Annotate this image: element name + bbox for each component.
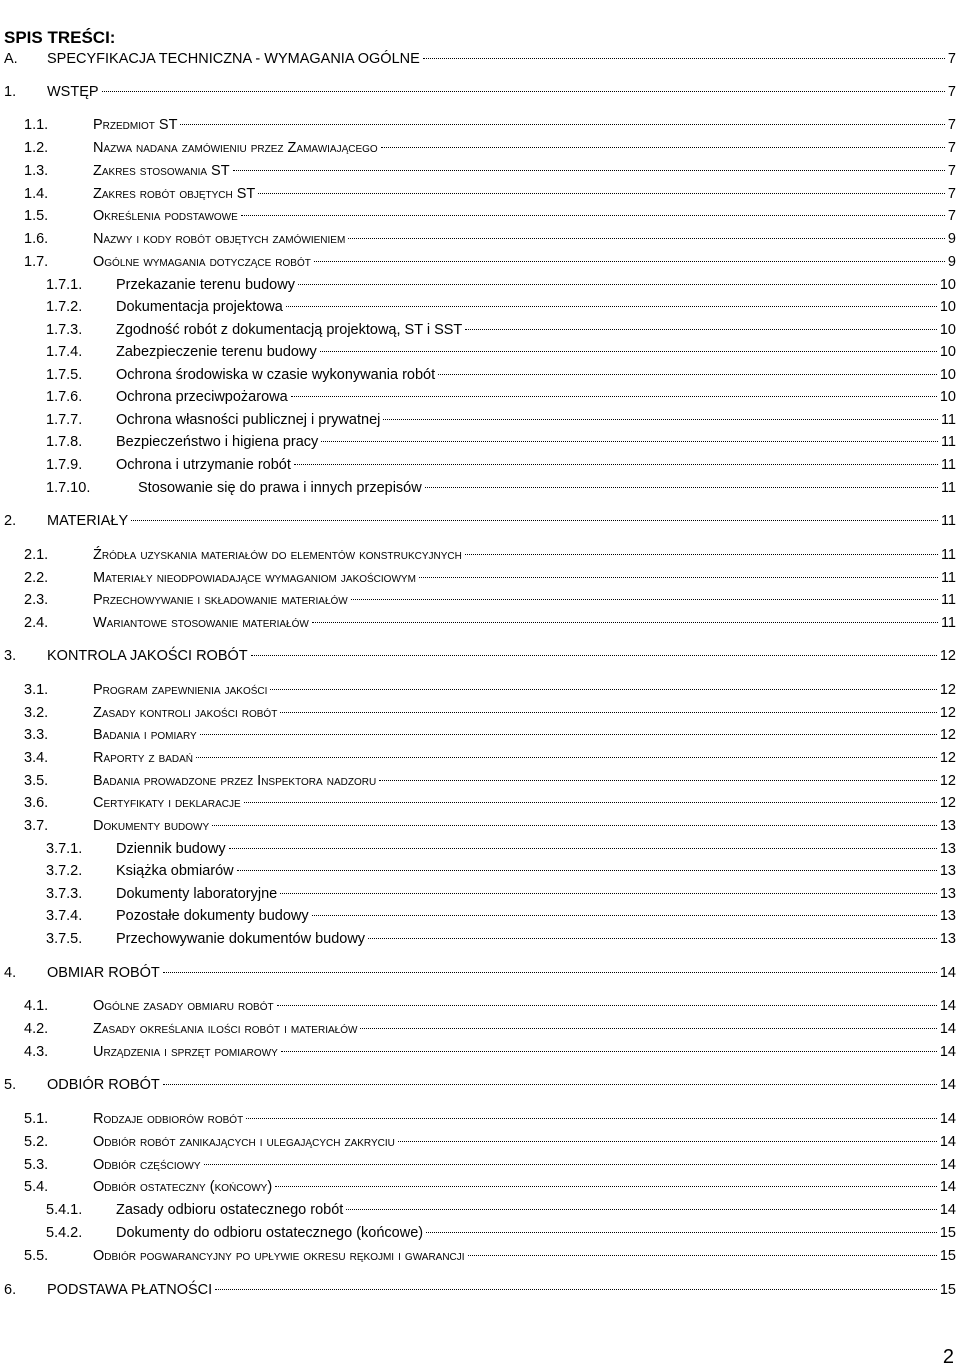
dot-leader	[215, 1289, 937, 1290]
toc-entry-title: Stosowanie się do prawa i innych przepisów	[138, 480, 422, 496]
toc-entry-title: Przedmiot ST	[93, 117, 178, 133]
toc-entry-number: 3.6.	[24, 795, 49, 811]
toc-entry-title: Rodzaje odbiorów robót	[93, 1111, 244, 1127]
toc-entry-page: 12	[939, 750, 956, 766]
toc-entry[interactable]	[0, 455, 960, 475]
toc-entry-page: 11	[940, 480, 956, 496]
toc-entry-page: 7	[947, 51, 956, 67]
dot-leader	[277, 1005, 937, 1006]
dot-leader	[419, 577, 938, 578]
dot-leader	[321, 441, 938, 442]
toc-entry[interactable]	[0, 884, 960, 904]
dot-leader	[438, 374, 937, 375]
toc-entry-title: Nazwa nadana zamówieniu przez Zamawiającego	[93, 140, 378, 156]
toc-entry-number: 1.7.9.	[46, 457, 83, 473]
dot-leader	[270, 689, 936, 690]
toc-entry-title: Przekazanie terenu budowy	[116, 277, 295, 293]
dot-leader	[251, 655, 937, 656]
toc-entry-title: Program zapewnienia jakości	[93, 682, 268, 698]
toc-entry-title: Zasady kontroli jakości robót	[93, 705, 278, 721]
toc-entry[interactable]	[0, 748, 960, 768]
toc-entry-page: 14	[939, 1077, 956, 1093]
toc-entry-page: 14	[939, 1134, 956, 1150]
toc-entry-title: Przechowywanie dokumentów budowy	[116, 931, 366, 947]
toc-entry-number: 1.3.	[24, 163, 49, 179]
toc-entry-page: 7	[947, 208, 956, 224]
toc-entry-title: Badania prowadzone przez Inspektora nadzoru	[93, 773, 377, 789]
toc-entry-page: 14	[939, 1111, 956, 1127]
toc-entry[interactable]	[0, 365, 960, 385]
toc-entry-number: 3.7.3.	[46, 886, 83, 902]
toc-entry-page: 14	[939, 1202, 956, 1218]
toc-entry-page: 14	[939, 998, 956, 1014]
toc-entry-number: 1.7.6.	[46, 389, 83, 405]
dot-leader	[312, 915, 937, 916]
toc-entry-page: 7	[947, 117, 956, 133]
toc-entry-page: 14	[939, 1179, 956, 1195]
toc-entry-number: 4.	[4, 965, 17, 981]
toc-entry-number: 4.1.	[24, 998, 49, 1014]
toc-entry-title: Zasady określania ilości robót i materiałów	[93, 1021, 358, 1037]
toc-entry-page: 13	[939, 841, 956, 857]
toc-entry-title: Zabezpieczenie terenu budowy	[116, 344, 317, 360]
toc-entry-number: 1.4.	[24, 186, 49, 202]
toc-entry-number: 5.4.1.	[46, 1202, 83, 1218]
toc-entry-number: 5.4.	[24, 1179, 49, 1195]
toc-entry[interactable]	[0, 206, 960, 226]
dot-leader	[291, 396, 937, 397]
toc-entry-page: 11	[940, 513, 956, 529]
toc-entry-page: 11	[940, 457, 956, 473]
toc-entry-page: 12	[939, 682, 956, 698]
toc-entry-page: 14	[939, 965, 956, 981]
toc-entry-page: 14	[939, 1157, 956, 1173]
toc-entry-number: 1.7.3.	[46, 322, 83, 338]
toc-entry[interactable]	[0, 725, 960, 745]
toc-entry-title: Dokumenty laboratoryjne	[116, 886, 278, 902]
dot-leader	[258, 193, 945, 194]
toc-entry[interactable]	[0, 680, 960, 700]
toc-entry-page: 10	[939, 389, 956, 405]
dot-leader	[398, 1141, 937, 1142]
toc-entry-page: 14	[939, 1044, 956, 1060]
toc-entry-page: 12	[939, 705, 956, 721]
toc-entry-title: Odbiór robót zanikających i ulegających zakryciu	[93, 1134, 395, 1150]
dot-leader	[275, 1186, 937, 1187]
page-number: 2	[942, 1346, 954, 1368]
dot-leader	[346, 1209, 937, 1210]
dot-leader	[163, 972, 937, 973]
toc-entry-number: 5.4.2.	[46, 1225, 83, 1241]
toc-entry-number: 5.1.	[24, 1111, 49, 1127]
toc-entry[interactable]	[0, 1075, 960, 1095]
dot-leader	[312, 622, 938, 623]
dot-leader	[200, 734, 937, 735]
toc-entry-page: 15	[939, 1248, 956, 1264]
toc-entry-number: 1.7.2.	[46, 299, 83, 315]
toc-entry-page: 12	[939, 773, 956, 789]
toc-entry-number: 3.2.	[24, 705, 49, 721]
toc-entry-page: 7	[947, 163, 956, 179]
toc-entry[interactable]	[0, 861, 960, 881]
toc-entry-page: 11	[940, 570, 956, 586]
toc-entry[interactable]	[0, 297, 960, 317]
toc-entry-page: 10	[939, 367, 956, 383]
toc-entry-title: Urządzenia i sprzęt pomiarowy	[93, 1044, 278, 1060]
toc-entry-page: 11	[940, 592, 956, 608]
toc-entry-page: 12	[939, 727, 956, 743]
toc-entry-number: 1.7.5.	[46, 367, 83, 383]
toc-entry[interactable]	[0, 432, 960, 452]
toc-entry[interactable]	[0, 138, 960, 158]
toc-entry-number: 2.4.	[24, 615, 49, 631]
dot-leader	[351, 599, 938, 600]
toc-entry-number: 3.7.4.	[46, 908, 83, 924]
dot-leader	[468, 1255, 937, 1256]
toc-entry-page: 13	[939, 863, 956, 879]
toc-entry-number: 3.4.	[24, 750, 49, 766]
dot-leader	[237, 870, 937, 871]
toc-entry-title: Ochrona przeciwpożarowa	[116, 389, 288, 405]
toc-entry-title: ODBIÓR ROBÓT	[47, 1077, 160, 1093]
dot-leader	[465, 554, 938, 555]
toc-entry[interactable]	[0, 906, 960, 926]
toc-entry-page: 15	[939, 1225, 956, 1241]
dot-leader	[383, 419, 938, 420]
toc-entry-page: 9	[947, 254, 956, 270]
dot-leader	[281, 1051, 937, 1052]
toc-entry[interactable]	[0, 703, 960, 723]
toc-entry-title: MATERIAŁY	[47, 513, 129, 529]
toc-entry-number: 3.3.	[24, 727, 49, 743]
toc-entry-title: Ogólne wymagania dotyczące robót	[93, 254, 311, 270]
toc-entry[interactable]	[0, 1177, 960, 1197]
toc-entry[interactable]	[0, 184, 960, 204]
toc-entry[interactable]	[0, 342, 960, 362]
dot-leader	[298, 284, 937, 285]
dot-leader	[246, 1118, 937, 1119]
toc-entry-page: 10	[939, 277, 956, 293]
toc-entry[interactable]	[0, 511, 960, 531]
toc-entry-number: 4.3.	[24, 1044, 49, 1060]
toc-entry[interactable]	[0, 1109, 960, 1129]
dot-leader	[233, 170, 945, 171]
toc-entry-page: 12	[939, 795, 956, 811]
toc-entry-page: 13	[939, 818, 956, 834]
toc-entry-title: Odbiór częściowy	[93, 1157, 201, 1173]
toc-entry-page: 10	[939, 344, 956, 360]
toc-entry-title: Zakres robót objętych ST	[93, 186, 256, 202]
toc-entry-number: 5.2.	[24, 1134, 49, 1150]
dot-leader	[348, 238, 945, 239]
toc-entry-number: 2.2.	[24, 570, 49, 586]
toc-entry-page: 13	[939, 931, 956, 947]
toc-entry-number: 1.1.	[24, 117, 49, 133]
toc-entry[interactable]	[0, 646, 960, 666]
toc-entry-number: 1.5.	[24, 208, 49, 224]
dot-leader	[286, 306, 937, 307]
toc-entry-number: 3.7.5.	[46, 931, 83, 947]
toc-entry[interactable]	[0, 839, 960, 859]
toc-entry-title: Źródła uzyskania materiałów do elementów konstrukcyjnych	[93, 547, 462, 563]
toc-entry[interactable]	[0, 115, 960, 135]
dot-leader	[423, 58, 945, 59]
dot-leader	[244, 802, 937, 803]
toc-entry[interactable]	[0, 963, 960, 983]
dot-leader	[368, 938, 937, 939]
toc-entry-title: Bezpieczeństwo i higiena pracy	[116, 434, 319, 450]
dot-leader	[426, 1232, 937, 1233]
toc-entry-number: 1.7.10.	[46, 480, 91, 496]
toc-entry-title: PODSTAWA PŁATNOŚCI	[47, 1282, 213, 1298]
toc-entry[interactable]	[0, 229, 960, 249]
toc-entry-number: 1.7.	[24, 254, 49, 270]
toc-entry[interactable]	[0, 1280, 960, 1300]
toc-entry[interactable]	[0, 82, 960, 102]
toc-entry-title: Określenia podstawowe	[93, 208, 238, 224]
dot-leader	[465, 329, 937, 330]
toc-entry-title: Certyfikaty i deklaracje	[93, 795, 241, 811]
toc-entry[interactable]	[0, 1200, 960, 1220]
toc-entry[interactable]	[0, 1246, 960, 1266]
toc-entry[interactable]	[0, 1223, 960, 1243]
toc-entry-number: 2.	[4, 513, 17, 529]
toc-entry-number: 5.5.	[24, 1248, 49, 1264]
toc-entry-title: Zasady odbioru ostatecznego robót	[116, 1202, 344, 1218]
dot-leader	[180, 124, 944, 125]
toc-entry-title: Książka obmiarów	[116, 863, 234, 879]
dot-leader	[314, 261, 945, 262]
toc-entry-title: Pozostałe dokumenty budowy	[116, 908, 309, 924]
toc-entry-title: Odbiór pogwarancyjny po upływie okresu rękojmi i gwarancji	[93, 1248, 465, 1264]
toc-entry-title: WSTĘP	[47, 84, 99, 100]
dot-leader	[280, 712, 937, 713]
toc-entry[interactable]	[0, 996, 960, 1016]
toc-entry-title: Badania i pomiary	[93, 727, 197, 743]
toc-entry-title: Dokumentacja projektowa	[116, 299, 283, 315]
toc-entry[interactable]	[0, 1155, 960, 1175]
toc-entry-number: 3.1.	[24, 682, 49, 698]
dot-leader	[379, 780, 937, 781]
toc-entry-number: 3.	[4, 648, 17, 664]
toc-entry-title: Przechowywanie i składowanie materiałów	[93, 592, 348, 608]
toc-entry-page: 14	[939, 1021, 956, 1037]
toc-entry-title: OBMIAR ROBÓT	[47, 965, 160, 981]
toc-entry-page: 11	[940, 434, 956, 450]
toc-entry-page: 9	[947, 231, 956, 247]
toc-entry-title: SPECYFIKACJA TECHNICZNA - WYMAGANIA OGÓLNE	[47, 51, 420, 67]
toc-entry-number: 1.6.	[24, 231, 49, 247]
toc-entry[interactable]	[0, 793, 960, 813]
toc-entry-number: 6.	[4, 1282, 17, 1298]
toc-entry-number: 1.7.7.	[46, 412, 83, 428]
toc-entry-title: Nazwy i kody robót objętych zamówieniem	[93, 231, 346, 247]
toc-entry-title: Raporty z badań	[93, 750, 194, 766]
toc-entry[interactable]	[0, 613, 960, 633]
toc-entry[interactable]	[0, 1019, 960, 1039]
dot-leader	[102, 91, 945, 92]
toc-entry-number: 4.2.	[24, 1021, 49, 1037]
toc-entry-number: 1.2.	[24, 140, 49, 156]
toc-entry[interactable]	[0, 478, 960, 498]
toc-entry[interactable]	[0, 771, 960, 791]
dot-leader	[163, 1084, 937, 1085]
toc-entry-number: 3.7.1.	[46, 841, 83, 857]
toc-entry-number: 3.5.	[24, 773, 49, 789]
toc-entry[interactable]	[0, 275, 960, 295]
toc-entry-page: 7	[947, 186, 956, 202]
toc-entry[interactable]	[0, 49, 960, 69]
toc-entry-number: 3.7.	[24, 818, 49, 834]
toc-entry-number: 1.	[4, 84, 17, 100]
toc-entry[interactable]	[0, 568, 960, 588]
toc-entry-title: Wariantowe stosowanie materiałów	[93, 615, 309, 631]
toc-entry[interactable]	[0, 1132, 960, 1152]
toc-entry-title: Dokumenty budowy	[93, 818, 210, 834]
toc-entry-page: 13	[939, 908, 956, 924]
dot-leader	[280, 893, 937, 894]
toc-entry[interactable]	[0, 387, 960, 407]
dot-leader	[425, 487, 938, 488]
toc-entry-title: Ogólne zasady obmiaru robót	[93, 998, 274, 1014]
dot-leader	[131, 520, 938, 521]
toc-entry-number: 3.7.2.	[46, 863, 83, 879]
toc-entry[interactable]	[0, 410, 960, 430]
toc-entry-title: Ochrona środowiska w czasie wykonywania robót	[116, 367, 436, 383]
toc-entry-title: Ochrona i utrzymanie robót	[116, 457, 291, 473]
toc-entry-page: 7	[947, 84, 956, 100]
toc-entry-title: KONTROLA JAKOŚCI ROBÓT	[47, 648, 248, 664]
toc-entry-number: 5.3.	[24, 1157, 49, 1173]
toc-entry[interactable]	[0, 1042, 960, 1062]
toc-entry-title: Ochrona własności publicznej i prywatnej	[116, 412, 381, 428]
toc-entry[interactable]	[0, 816, 960, 836]
toc-entry-title: Zgodność robót z dokumentacją projektową, ST i SST	[116, 322, 463, 338]
toc-entry-number: 1.7.1.	[46, 277, 83, 293]
toc-entry-page: 7	[947, 140, 956, 156]
toc-entry-title: Dokumenty do odbioru ostatecznego (końcowe)	[116, 1225, 424, 1241]
toc-entry-title: Dziennik budowy	[116, 841, 226, 857]
toc-entry-number: 1.7.8.	[46, 434, 83, 450]
toc-entry-page: 13	[939, 886, 956, 902]
dot-leader	[360, 1028, 936, 1029]
toc-entry-page: 10	[939, 322, 956, 338]
toc-entry-page: 15	[939, 1282, 956, 1298]
dot-leader	[320, 351, 937, 352]
toc-entry-number: 5.	[4, 1077, 17, 1093]
dot-leader	[196, 757, 937, 758]
toc-entry-title: Materiały nieodpowiadające wymaganiom jakościowym	[93, 570, 416, 586]
dot-leader	[241, 215, 945, 216]
toc-entry[interactable]	[0, 929, 960, 949]
toc-entry-number: 2.3.	[24, 592, 49, 608]
toc-entry-number: A.	[4, 51, 18, 67]
toc-entry-page: 12	[939, 648, 956, 664]
toc-entry-page: 11	[940, 615, 956, 631]
toc-entry-number: 1.7.4.	[46, 344, 83, 360]
dot-leader	[381, 147, 945, 148]
dot-leader	[204, 1164, 937, 1165]
toc-entry-title: Odbiór ostateczny (końcowy)	[93, 1179, 273, 1195]
toc-entry[interactable]	[0, 545, 960, 565]
toc-entry[interactable]	[0, 161, 960, 181]
toc-entry[interactable]	[0, 320, 960, 340]
toc-entry-title: Zakres stosowania ST	[93, 163, 230, 179]
toc-entry[interactable]	[0, 590, 960, 610]
dot-leader	[212, 825, 937, 826]
toc-entry-page: 10	[939, 299, 956, 315]
dot-leader	[294, 464, 938, 465]
toc-entry-number: 2.1.	[24, 547, 49, 563]
toc-entry[interactable]	[0, 252, 960, 272]
dot-leader	[229, 848, 937, 849]
toc-entry-page: 11	[940, 547, 956, 563]
page-title: SPIS TREŚCI:	[4, 28, 116, 47]
toc-entry-page: 11	[940, 412, 956, 428]
